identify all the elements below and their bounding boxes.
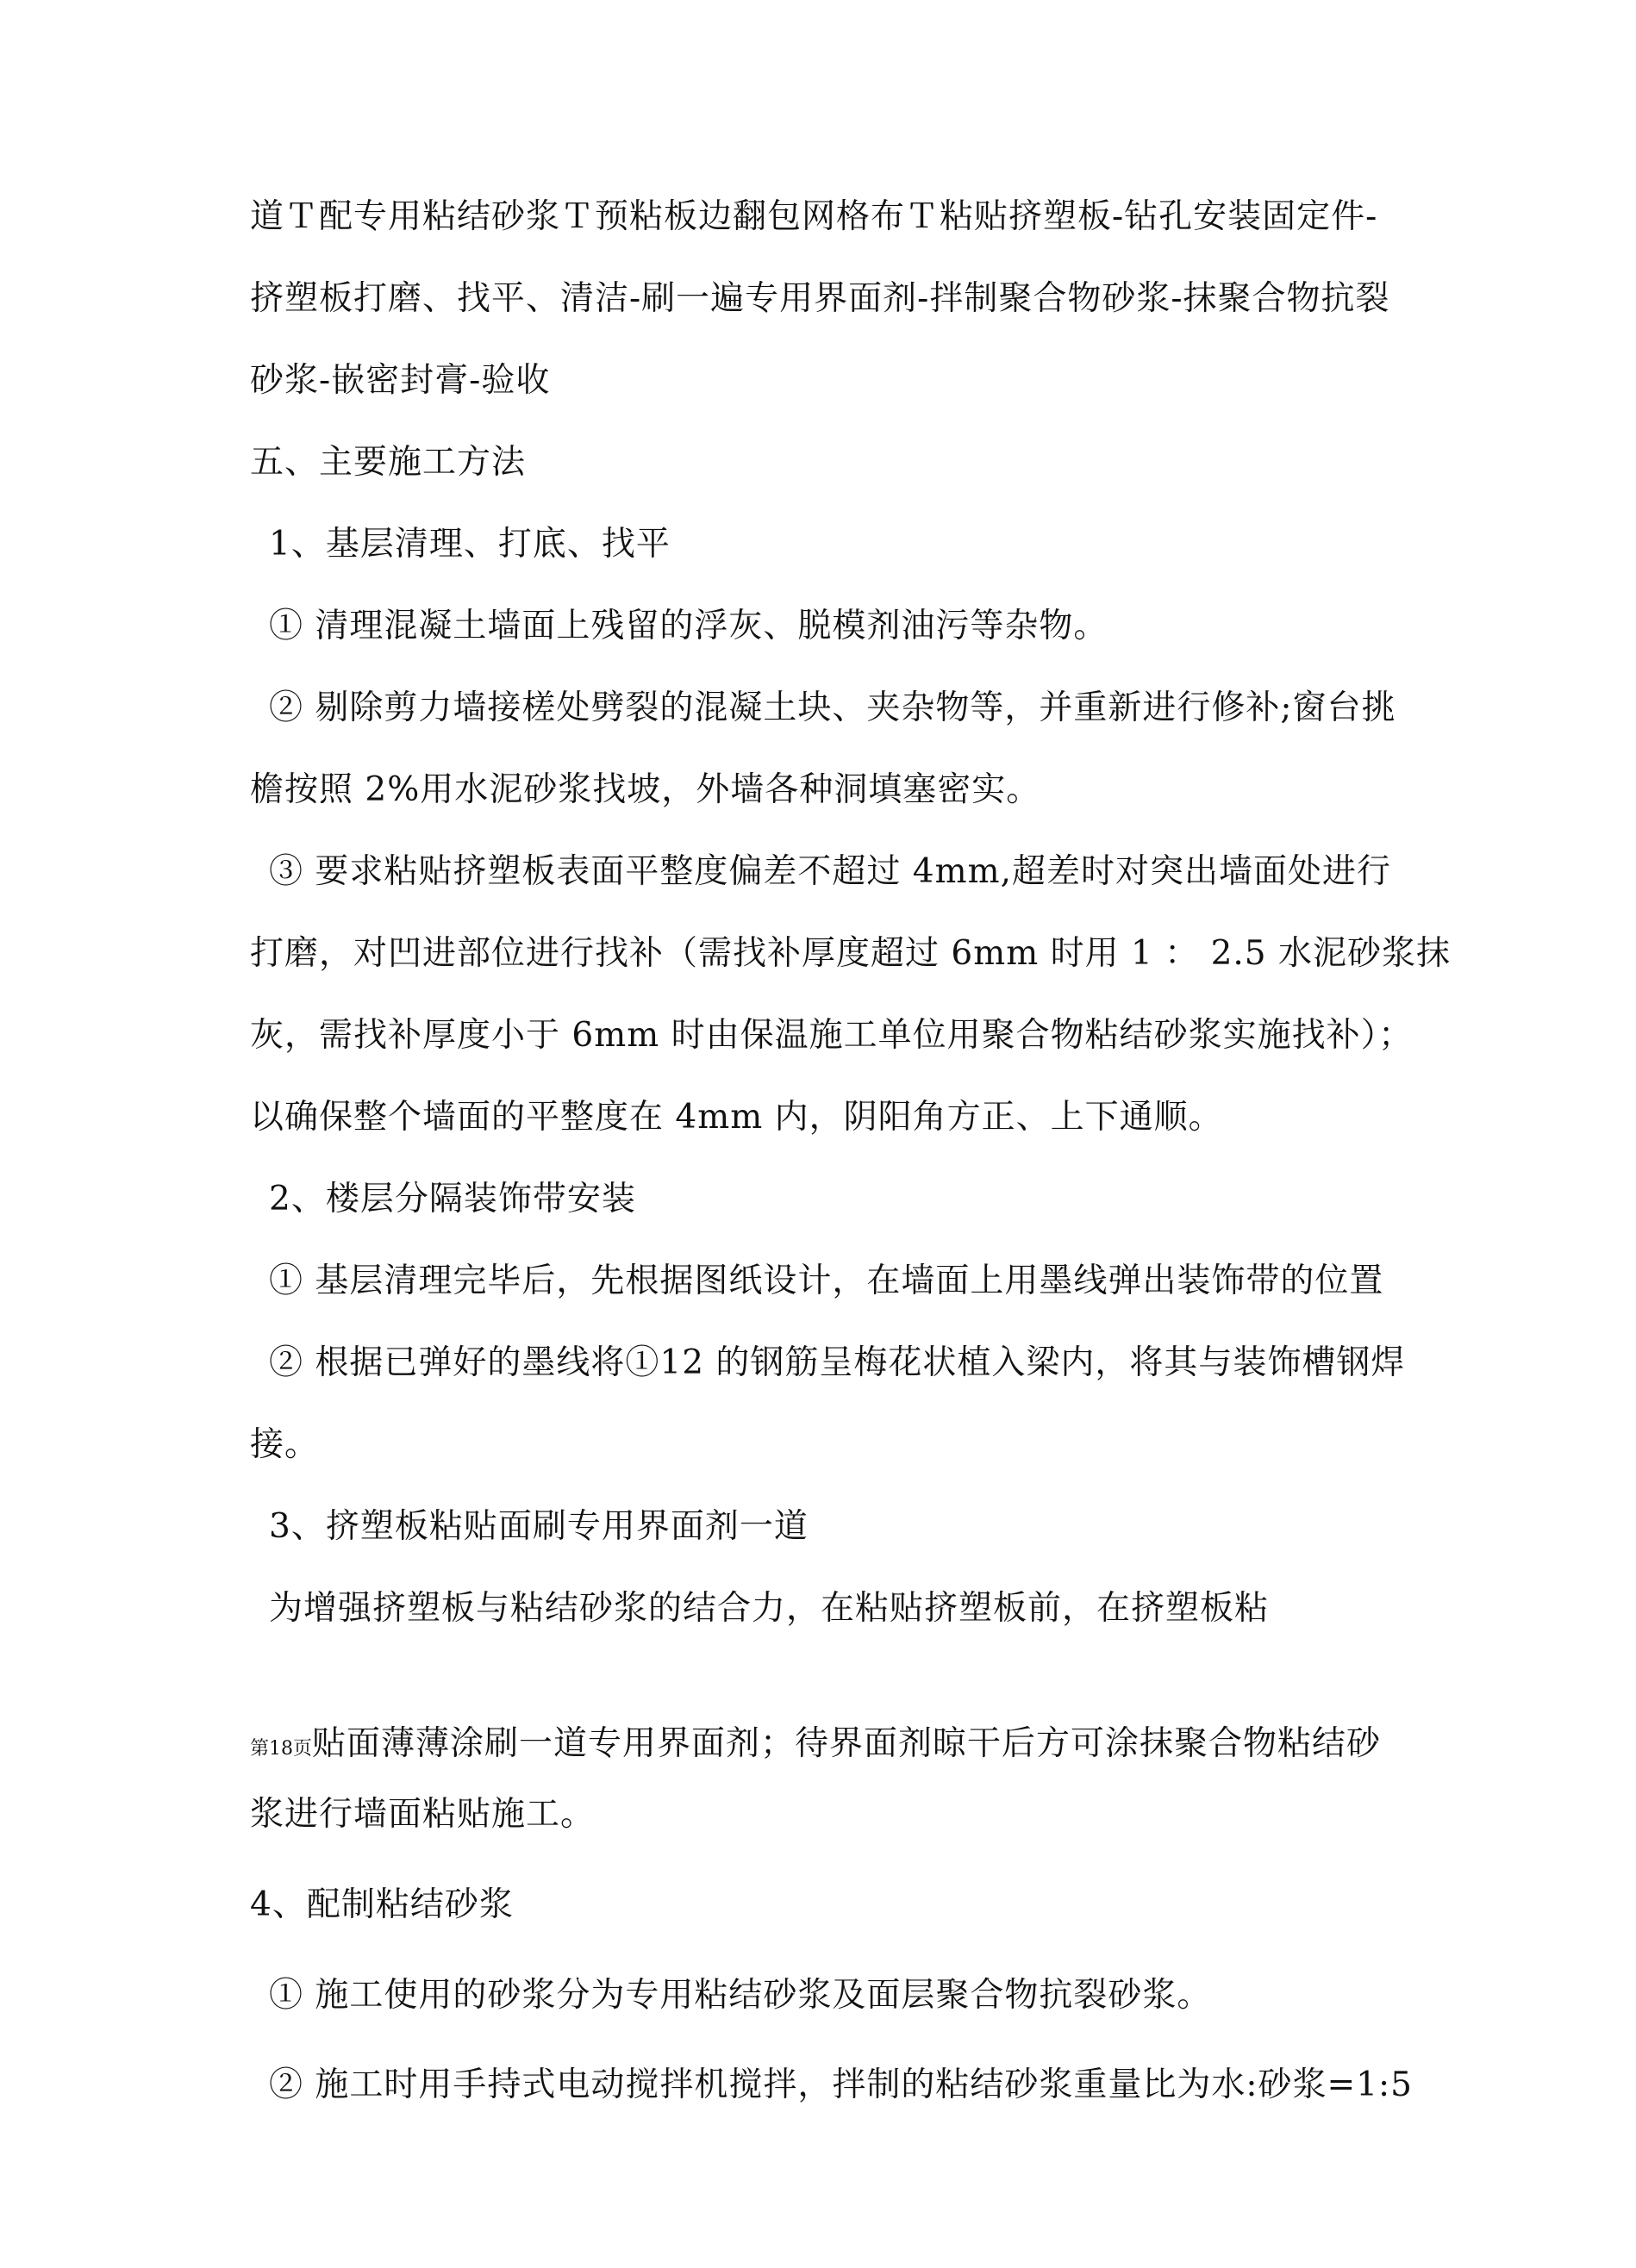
page-number: 第18页 <box>250 1738 312 1760</box>
page-footer-line <box>250 1723 1381 1770</box>
list-item: ② 剔除剪力墙接槎处劈裂的混凝土块、夹杂物等，并重新进行修补;窗台挑 <box>269 688 1396 727</box>
text-line: 浆进行墙面粘贴施工。 <box>250 1795 596 1834</box>
text-line: 以确保整个墙面的平整度在 4mm 内，阴阳角方正、上下通顺。 <box>250 1098 1223 1137</box>
list-item: ② 根据已弹好的墨线将①12 的钢筋呈梅花状植入梁内，将其与装饰槽钢焊 <box>269 1343 1406 1382</box>
text-line: 挤塑板打磨、找平、清洁-刷一遍专用界面剂-拌制聚合物砂浆-抹聚合物抗裂 <box>250 279 1390 318</box>
text-line: 灰，需找补厚度小于 6mm 时由保温施工单位用聚合物粘结砂浆实施找补）； <box>250 1016 1414 1055</box>
text-line: 贴面薄薄涂刷一道专用界面剂；待界面剂晾干后方可涂抹聚合物粘结砂 <box>312 1724 1382 1763</box>
text-line: 为增强挤塑板与粘结砂浆的结合力，在粘贴挤塑板前，在挤塑板粘 <box>269 1589 1270 1628</box>
subsection-heading: 1、基层清理、打底、找平 <box>269 525 671 564</box>
text-line: 打磨，对凹进部位进行找补（需找补厚度超过 6mm 时用 1 ： 2.5 水泥砂浆抹 <box>250 934 1451 973</box>
text-line: 接。 <box>250 1425 320 1464</box>
subsection-heading: 2、楼层分隔装饰带安装 <box>269 1180 636 1218</box>
subsection-heading: 3、挤塑板粘贴面刷专用界面剂一道 <box>269 1507 809 1546</box>
text-line: 砂浆-嵌密封膏-验收 <box>250 361 551 400</box>
section-heading: 五、主要施工方法 <box>250 443 527 482</box>
list-item: ① 基层清理完毕后，先根据图纸设计，在墙面上用墨线弹出装饰带的位置 <box>269 1262 1384 1300</box>
list-item: ① 清理混凝土墙面上残留的浮灰、脱模剂油污等杂物。 <box>269 607 1108 645</box>
list-item: ③ 要求粘贴挤塑板表面平整度偏差不超过 4mm,超差时对突出墙面处进行 <box>269 852 1391 891</box>
text-line: 道Ｔ配专用粘结砂浆Ｔ预粘板边翻包网格布Ｔ粘贴挤塑板-钻孔安装固定件- <box>250 197 1378 236</box>
list-item: ② 施工时用手持式电动搅拌机搅拌，拌制的粘结砂浆重量比为水:砂浆=1:5 <box>269 2066 1413 2104</box>
list-item: ① 施工使用的砂浆分为专用粘结砂浆及面层聚合物抗裂砂浆。 <box>269 1976 1212 2015</box>
subsection-heading: 4、配制粘结砂浆 <box>250 1885 514 1924</box>
text-line: 檐按照 2%用水泥砂浆找坡，外墙各种洞填塞密实。 <box>250 770 1041 809</box>
